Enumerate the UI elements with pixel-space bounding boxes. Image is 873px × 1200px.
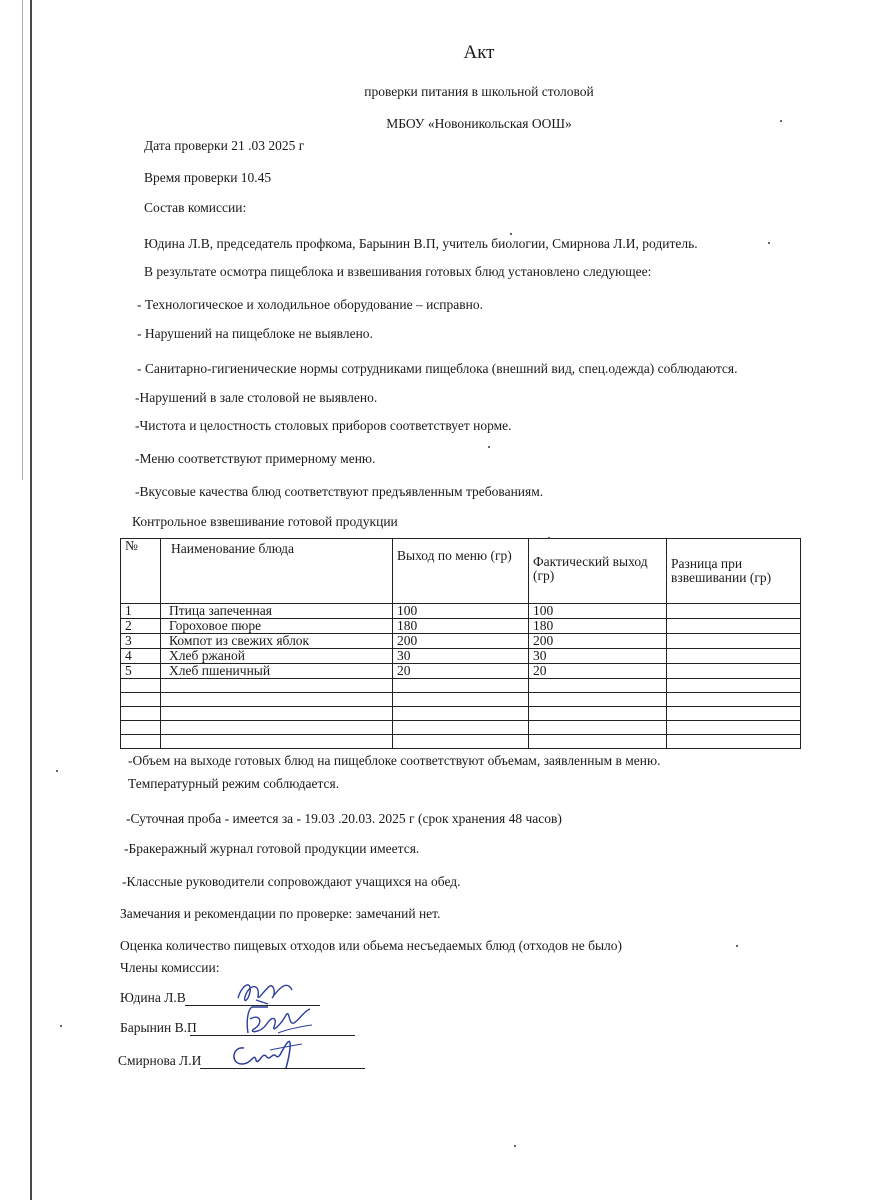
row-number-cell: 2: [121, 619, 161, 634]
actual-yield-cell: [529, 693, 667, 707]
scan-edge: [22, 0, 23, 480]
row-number-cell: [121, 721, 161, 735]
row-number-cell: [121, 693, 161, 707]
actual-yield-cell: 30: [529, 649, 667, 664]
conclusion-item: Температурный режим соблюдается.: [128, 776, 340, 791]
weight-difference-cell: [667, 721, 801, 735]
dish-name-cell: Компот из свежих яблок: [161, 634, 393, 649]
remarks: Замечания и рекомендации по проверке: замечаний нет.: [120, 906, 441, 921]
col-header-dish: Наименование блюда: [161, 539, 393, 604]
scan-speck: [56, 770, 58, 772]
weight-difference-cell: [667, 634, 801, 649]
row-number-cell: 5: [121, 664, 161, 679]
finding-item: -Меню соответствуют примерному меню.: [135, 451, 376, 466]
row-number-cell: [121, 707, 161, 721]
table-row: [121, 721, 801, 735]
signatory-name: Юдина Л.В: [120, 990, 186, 1005]
inspection-intro: В результате осмотра пищеблока и взвешивания готовых блюд установлено следующее:: [144, 264, 652, 279]
scan-edge: [30, 0, 32, 1200]
table-row: [121, 619, 801, 634]
signatory-name: Барынин В.П: [120, 1020, 197, 1035]
actual-yield-cell: 180: [529, 619, 667, 634]
dish-name-cell: Хлеб пшеничный: [161, 664, 393, 679]
col-header-menu-yield: Выход по меню (гр): [393, 539, 529, 604]
actual-yield-cell: [529, 707, 667, 721]
weight-difference-cell: [667, 707, 801, 721]
scan-speck: [780, 120, 782, 122]
table-row: [121, 707, 801, 721]
menu-yield-cell: 20: [393, 664, 529, 679]
weight-difference-cell: [667, 664, 801, 679]
dish-name-cell: Птица запеченная: [161, 604, 393, 619]
finding-item: -Вкусовые качества блюд соответствуют предъявленным требованиям.: [135, 484, 544, 499]
check-date: Дата проверки 21 .03 2025 г: [144, 138, 305, 153]
menu-yield-cell: 180: [393, 619, 529, 634]
row-number-cell: [121, 735, 161, 749]
menu-yield-cell: [393, 693, 529, 707]
conclusion-item: -Суточная проба - имеется за - 19.03 .20.03. 2025 г (срок хранения 48 часов): [126, 811, 562, 826]
waste-assessment: Оценка количество пищевых отходов или обьема несъедаемых блюд (отходов не было): [120, 938, 623, 953]
scan-speck: [736, 945, 738, 947]
actual-yield-cell: 20: [529, 664, 667, 679]
menu-yield-cell: 200: [393, 634, 529, 649]
table-row: [121, 693, 801, 707]
finding-item: -Нарушений в зале столовой не выявлено.: [135, 390, 378, 405]
commission-label: Состав комиссии:: [144, 200, 247, 215]
dish-name-cell: [161, 693, 393, 707]
menu-yield-cell: [393, 721, 529, 735]
finding-item: - Технологическое и холодильное оборудование – исправно.: [137, 297, 483, 312]
finding-item: - Нарушений на пищеблоке не выявлено.: [137, 326, 373, 341]
conclusion-item: -Объем на выходе готовых блюд на пищеблоке соответствуют объемам, заявленным в меню.: [128, 753, 661, 768]
conclusion-item: -Классные руководители сопровождают учащихся на обед.: [122, 874, 461, 889]
dish-name-cell: [161, 735, 393, 749]
school-name: МБОУ «Новоникольская ООШ»: [386, 116, 572, 131]
dish-name-cell: [161, 721, 393, 735]
weight-difference-cell: [667, 649, 801, 664]
table-row: [121, 735, 801, 749]
scan-speck: [514, 1145, 516, 1147]
actual-yield-cell: [529, 679, 667, 693]
weight-difference-cell: [667, 693, 801, 707]
menu-yield-cell: [393, 707, 529, 721]
table-row: [121, 649, 801, 664]
commission-members: Юдина Л.В, председатель профкома, Барынин В.П, учитель биологии, Смирнова Л.И, родитель.: [144, 236, 698, 251]
row-number-cell: [121, 679, 161, 693]
col-header-number: №: [121, 539, 161, 604]
table-row: [121, 679, 801, 693]
col-header-actual-yield: Фактический выход (гр): [529, 539, 667, 604]
weighing-table: [120, 538, 801, 749]
document-subtitle: проверки питания в школьной столовой: [364, 84, 594, 99]
dish-name-cell: [161, 707, 393, 721]
actual-yield-cell: [529, 735, 667, 749]
scan-speck: [548, 537, 550, 539]
signatory-name: Смирнова Л.И: [118, 1053, 202, 1068]
signature-smirnova: [226, 1034, 306, 1074]
table-row: [121, 604, 801, 619]
table-header-row: [121, 539, 801, 604]
table-caption: Контрольное взвешивание готовой продукции: [132, 514, 398, 529]
table-row: [121, 664, 801, 679]
row-number-cell: 3: [121, 634, 161, 649]
weight-difference-cell: [667, 619, 801, 634]
weight-difference-cell: [667, 604, 801, 619]
finding-item: -Чистота и целостность столовых приборов соответствует норме.: [135, 418, 512, 433]
actual-yield-cell: 200: [529, 634, 667, 649]
menu-yield-cell: [393, 735, 529, 749]
check-time: Время проверки 10.45: [144, 170, 272, 185]
dish-name-cell: [161, 679, 393, 693]
weight-difference-cell: [667, 735, 801, 749]
dish-name-cell: Гороховое пюре: [161, 619, 393, 634]
menu-yield-cell: 100: [393, 604, 529, 619]
row-number-cell: 1: [121, 604, 161, 619]
scan-speck: [510, 233, 512, 235]
dish-name-cell: Хлеб ржаной: [161, 649, 393, 664]
scan-speck: [488, 446, 490, 448]
menu-yield-cell: 30: [393, 649, 529, 664]
menu-yield-cell: [393, 679, 529, 693]
weight-difference-cell: [667, 679, 801, 693]
scan-speck: [60, 1025, 62, 1027]
col-header-difference: Разница при взвешивании (гр): [667, 539, 801, 604]
table-row: [121, 634, 801, 649]
conclusion-item: -Бракеражный журнал готовой продукции имеется.: [124, 841, 420, 856]
row-number-cell: 4: [121, 649, 161, 664]
signatures-label: Члены комиссии:: [120, 960, 220, 975]
actual-yield-cell: 100: [529, 604, 667, 619]
actual-yield-cell: [529, 721, 667, 735]
finding-item: - Санитарно-гигиенические нормы сотрудниками пищеблока (внешний вид, спец.одежда) соблюдаются.: [137, 361, 738, 376]
document-title: Акт: [463, 42, 495, 63]
scan-speck: [768, 242, 770, 244]
